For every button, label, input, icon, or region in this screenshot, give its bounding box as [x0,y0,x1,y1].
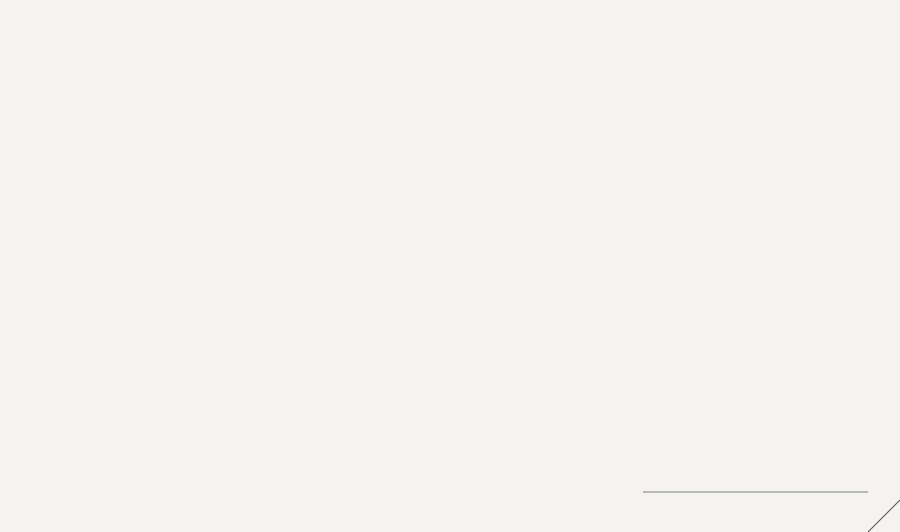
page-corner-mark [868,500,900,532]
